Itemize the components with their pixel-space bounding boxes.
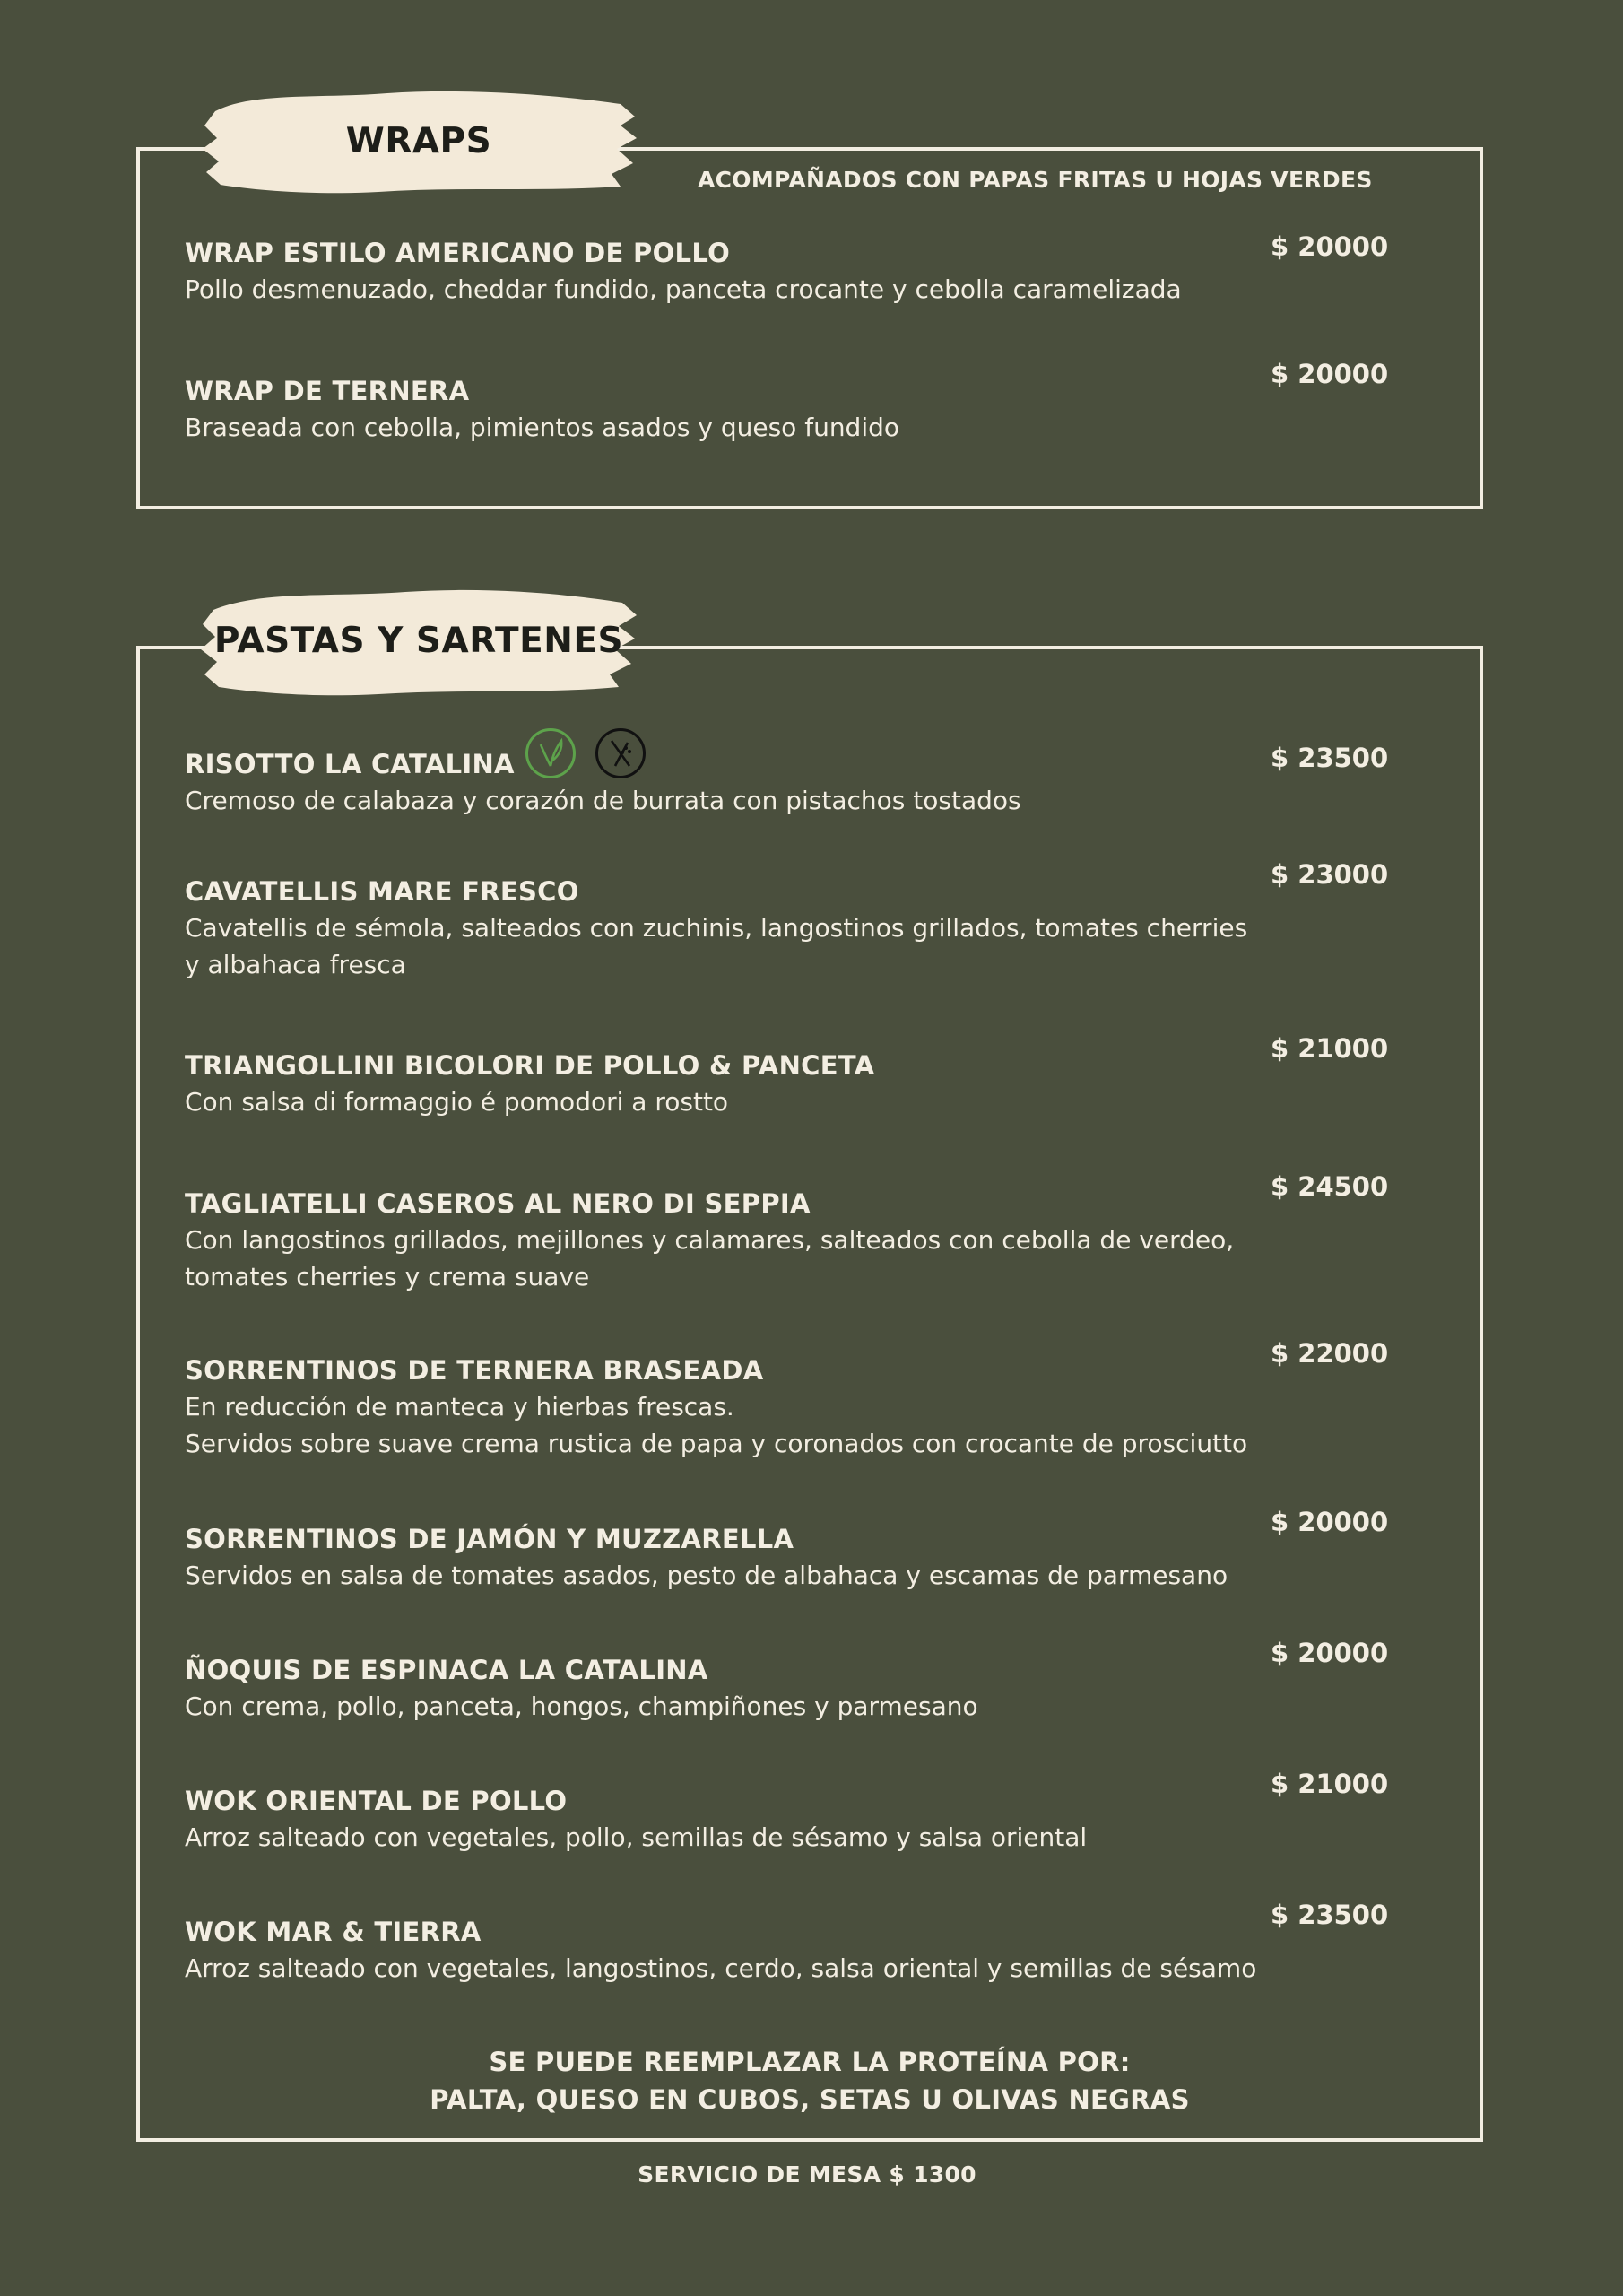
menu-item [185,874,1261,983]
menu-item-name: SORRENTINOS DE JAMÓN Y MUZZARELLA [185,1524,794,1554]
menu-item-description: Arroz salteado con vegetales, pollo, semillas de sésamo y salsa oriental [185,1822,1088,1852]
menu-item-price: $ 20000 [1271,359,1389,389]
menu-item [185,1048,1261,1120]
menu-item-price: $ 20000 [1271,1507,1389,1537]
table-service-charge: SERVICIO DE MESA $ 1300 [638,2161,976,2187]
menu-item-name: RISOTTO LA CATALINA [185,749,515,779]
menu-item [185,1783,1261,1856]
menu-item-price: $ 23000 [1271,859,1389,890]
menu-item-price: $ 20000 [1271,231,1389,262]
menu-item [185,1186,1261,1295]
menu-item-description: Pollo desmenuzado, cheddar fundido, panceta crocante y cebolla caramelizada [185,274,1182,304]
menu-item-price: $ 20000 [1271,1638,1389,1668]
menu-item-name: WOK ORIENTAL DE POLLO [185,1786,568,1816]
wraps-section-frame [136,147,1483,509]
note-line: SE PUEDE REEMPLAZAR LA PROTEÍNA POR: [489,2047,1131,2077]
menu-item-description: Braseada con cebolla, pimientos asados y queso fundido [185,413,900,442]
menu-item [185,1521,1261,1594]
menu-item-name: CAVATELLIS MARE FRESCO [185,876,579,907]
wraps-title-label [199,86,638,196]
menu-item [185,1352,1261,1462]
note-line: PALTA, QUESO EN CUBOS, SETAS U OLIVAS NEGRAS [430,2084,1190,2115]
menu-item-description: Cremoso de calabaza y corazón de burrata con pistachos tostados [185,786,1021,815]
menu-item-name: TRIANGOLLINI BICOLORI DE POLLO & PANCETA [185,1050,875,1081]
pastas-title-label [199,583,638,698]
protein-substitution-note [136,2043,1483,2118]
menu-item-description: Servidos en salsa de tomates asados, pesto de albahaca y escamas de parmesano [185,1561,1228,1590]
menu-item-price: $ 24500 [1271,1171,1389,1202]
menu-item-description: En reducción de manteca y hierbas frescas. Servidos sobre suave crema rustica de papa y coronados con crocante de prosciutto [185,1392,1248,1458]
menu-item-description: Arroz salteado con vegetales, langostinos, cerdo, salsa oriental y semillas de sésamo [185,1953,1257,1983]
menu-item-name: TAGLIATELLI CASEROS AL NERO DI SEPPIA [185,1188,811,1219]
menu-item-price: $ 23500 [1271,743,1389,773]
menu-item-price: $ 21000 [1271,1769,1389,1799]
menu-item-name: WOK MAR & TIERRA [185,1917,482,1947]
menu-item-name: WRAP DE TERNERA [185,376,470,406]
wraps-title: WRAPS [345,120,492,161]
menu-item-description: Con langostinos grillados, mejillones y calamares, salteados con cebolla de verdeo, tomates cherries y crema suave [185,1225,1235,1292]
wraps-subtitle: ACOMPAÑADOS CON PAPAS FRITAS U HOJAS VERDES [698,167,1373,193]
menu-item [185,373,1261,446]
menu-item-description: Con salsa di formaggio é pomodori a rostto [185,1087,729,1117]
menu-item-name: ÑOQUIS DE ESPINACA LA CATALINA [185,1655,708,1685]
menu-item-name: SORRENTINOS DE TERNERA BRASEADA [185,1355,764,1386]
menu-item [185,746,1261,819]
menu-item-price: $ 23500 [1271,1900,1389,1930]
menu-item [185,1914,1261,1987]
pastas-title: PASTAS Y SARTENES [213,620,624,661]
menu-item-description: Con crema, pollo, panceta, hongos, champiñones y parmesano [185,1692,978,1721]
menu-item-description: Cavatellis de sémola, salteados con zuchinis, langostinos grillados, tomates cherries y albahaca fresca [185,913,1248,979]
menu-item-name: WRAP ESTILO AMERICANO DE POLLO [185,238,731,268]
menu-item [185,235,1261,308]
menu-item-price: $ 21000 [1271,1033,1389,1064]
menu-item-price: $ 22000 [1271,1338,1389,1369]
menu-item [185,1652,1261,1725]
